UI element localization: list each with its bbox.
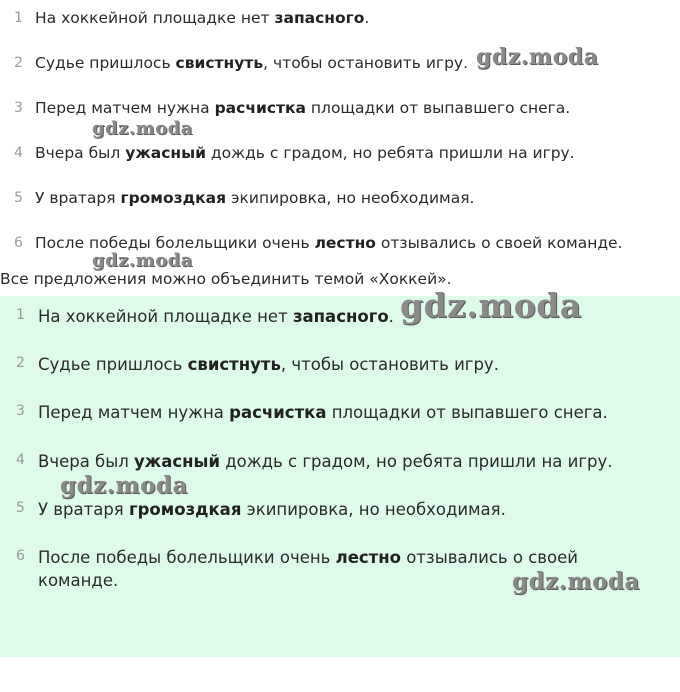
- item-text: Судье пришлось свистнуть, чтобы остановить игру.: [38, 355, 499, 374]
- watermark: gdz.moda: [60, 472, 188, 499]
- item-number: 6: [14, 235, 23, 251]
- item-number: 5: [14, 190, 23, 206]
- item-number: 3: [16, 403, 25, 419]
- item-text: На хоккейной площадке нет запасного.: [35, 9, 370, 27]
- item-text: Вчера был ужасный дождь с градом, но ребята пришли на игру.: [35, 144, 575, 162]
- item-number: 2: [14, 55, 23, 71]
- watermark: gdz.moda: [476, 44, 599, 70]
- item-text: После победы болельщики очень лестно отзывались о своей команде.: [35, 234, 623, 252]
- item-text: У вратаря громоздкая экипировка, но необходимая.: [35, 189, 475, 207]
- item-text: Судье пришлось свистнуть, чтобы остановить игру.: [35, 54, 469, 72]
- item-number: 1: [14, 10, 23, 26]
- watermark: gdz.moda: [92, 118, 193, 139]
- item-number: 6: [16, 548, 25, 564]
- item-number: 5: [16, 500, 25, 516]
- item-number: 3: [14, 100, 23, 116]
- item-text: У вратаря громоздкая экипировка, но необходимая.: [38, 500, 506, 519]
- item-number: 2: [16, 355, 25, 371]
- item-text: На хоккейной площадке нет запасного.: [38, 307, 394, 326]
- item-text: Перед матчем нужна расчистка площадки от выпавшего снега.: [35, 99, 571, 117]
- item-text: Вчера был ужасный дождь с градом, но ребята пришли на игру.: [38, 452, 613, 471]
- watermark: gdz.moda: [400, 286, 582, 325]
- summary-text: Все предложения можно объединить темой «Хоккей».: [0, 270, 452, 288]
- item-text: Перед матчем нужна расчистка площадки от выпавшего снега.: [38, 403, 608, 422]
- watermark: gdz.moda: [512, 568, 640, 595]
- item-number: 1: [16, 307, 25, 323]
- item-number: 4: [14, 145, 23, 161]
- item-number: 4: [16, 452, 25, 468]
- watermark: gdz.moda: [92, 250, 193, 271]
- item-text: После победы болельщики очень лестно отзывались о своей команде.: [38, 548, 578, 590]
